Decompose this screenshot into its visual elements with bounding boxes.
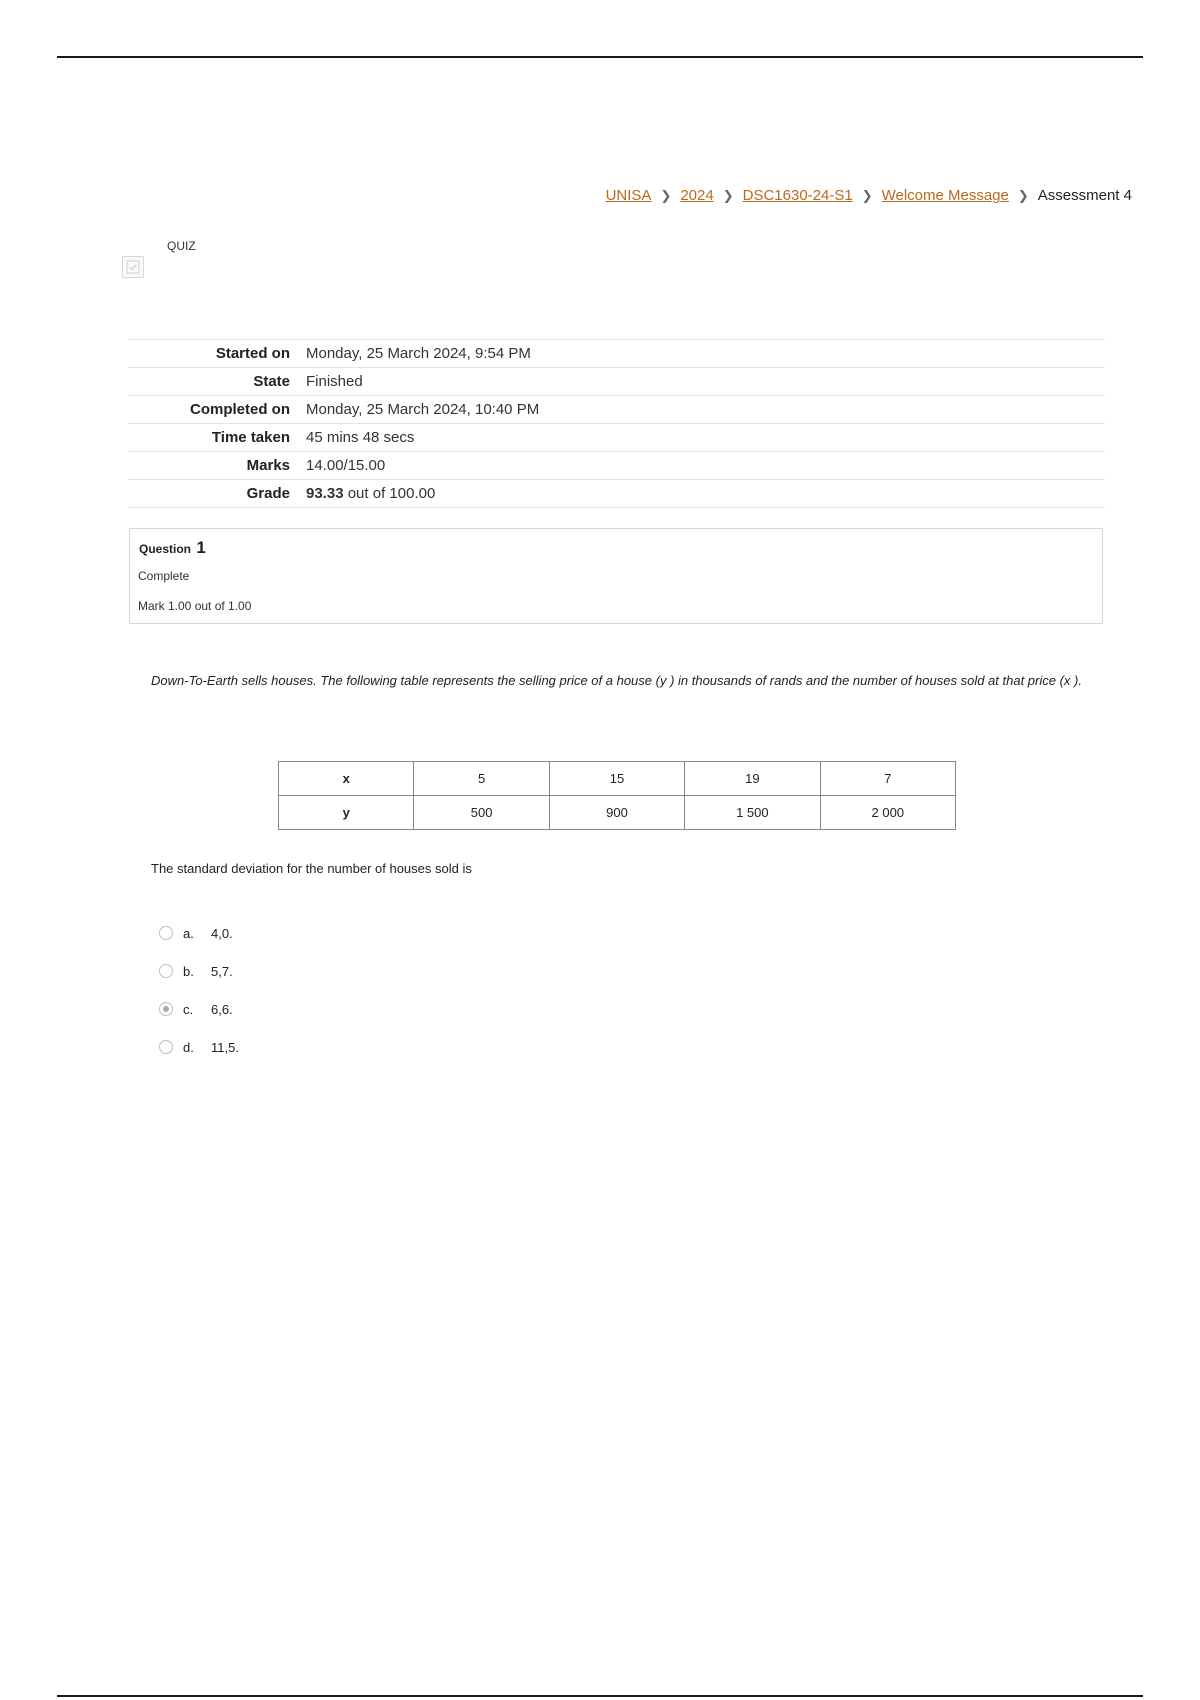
option-letter: c. (183, 1001, 194, 1017)
table-cell: 19 (685, 762, 820, 796)
option-text: 6,6. (211, 1001, 233, 1017)
table-cell: 1 500 (685, 796, 820, 830)
module-type-label: QUIZ (167, 239, 196, 253)
chevron-right-icon: ❯ (722, 187, 734, 203)
table-cell: x (279, 762, 414, 796)
radio-button-selected[interactable] (159, 1002, 173, 1016)
grade-value (306, 480, 1105, 508)
breadcrumb-item-welcome-message[interactable]: Welcome Message (881, 187, 1009, 204)
table-cell: 900 (549, 796, 684, 830)
summary-label: Marks (128, 452, 306, 480)
breadcrumb-item-course[interactable]: DSC1630-24-S1 (742, 187, 853, 204)
summary-value: Finished (306, 368, 1105, 396)
question-prompt: The standard deviation for the number of houses sold is (151, 861, 472, 876)
summary-value: 45 mins 48 secs (306, 424, 1105, 452)
option-letter: b. (183, 963, 194, 979)
summary-value: 14.00/15.00 (306, 452, 1105, 480)
summary-row (128, 424, 1105, 452)
table-cell: 15 (549, 762, 684, 796)
summary-row (128, 396, 1105, 424)
summary-row (128, 340, 1105, 368)
table-cell: 500 (414, 796, 549, 830)
breadcrumb-item-unisa[interactable]: UNISA (605, 187, 652, 204)
option-text: 5,7. (211, 963, 233, 979)
option-letter: d. (183, 1039, 194, 1055)
answer-option-d[interactable] (159, 1028, 239, 1066)
chevron-right-icon: ❯ (1017, 187, 1029, 203)
option-letter: a. (183, 925, 194, 941)
answer-options (159, 914, 239, 1066)
radio-button[interactable] (159, 964, 173, 978)
grade-score: 93.33 (306, 485, 344, 502)
option-text: 4,0. (211, 925, 233, 941)
summary-label: Started on (128, 340, 306, 368)
bottom-rule (57, 1695, 1143, 1697)
question-info-box (129, 528, 1103, 624)
summary-value: Monday, 25 March 2024, 9:54 PM (306, 340, 1105, 368)
grade-suffix: out of 100.00 (343, 485, 436, 502)
question-number (139, 538, 206, 558)
question-text: Down-To-Earth sells houses. The following table represents the selling price of a house (y ) in thousands of rands and the number of houses sold at that price (x ). (151, 673, 1082, 688)
table-row (279, 762, 956, 796)
answer-option-a[interactable] (159, 914, 239, 952)
summary-label: Grade (128, 480, 306, 508)
option-text: 11,5. (211, 1039, 239, 1055)
summary-label: State (128, 368, 306, 396)
summary-label: Completed on (128, 396, 306, 424)
question-data-table (278, 761, 956, 830)
chevron-right-icon: ❯ (861, 187, 873, 203)
summary-row (128, 368, 1105, 396)
attempt-summary-table (128, 339, 1105, 508)
summary-label: Time taken (128, 424, 306, 452)
breadcrumb (606, 187, 1132, 204)
breadcrumb-current: Assessment 4 (1037, 187, 1132, 204)
answer-option-c[interactable] (159, 990, 239, 1028)
table-cell: 2 000 (820, 796, 955, 830)
top-rule (57, 56, 1143, 58)
chevron-right-icon: ❯ (660, 187, 672, 203)
table-cell: y (279, 796, 414, 830)
question-label: Question (139, 542, 192, 556)
table-row (279, 796, 956, 830)
question-state: Complete (138, 569, 190, 583)
radio-button[interactable] (159, 926, 173, 940)
summary-row (128, 452, 1105, 480)
table-cell: 5 (414, 762, 549, 796)
table-cell: 7 (820, 762, 955, 796)
summary-value: Monday, 25 March 2024, 10:40 PM (306, 396, 1105, 424)
question-number-value: 1 (196, 538, 206, 557)
radio-button[interactable] (159, 1040, 173, 1054)
quiz-icon (122, 256, 144, 278)
question-mark: Mark 1.00 out of 1.00 (138, 599, 252, 613)
summary-row (128, 480, 1105, 508)
answer-option-b[interactable] (159, 952, 239, 990)
breadcrumb-item-2024[interactable]: 2024 (680, 187, 714, 204)
